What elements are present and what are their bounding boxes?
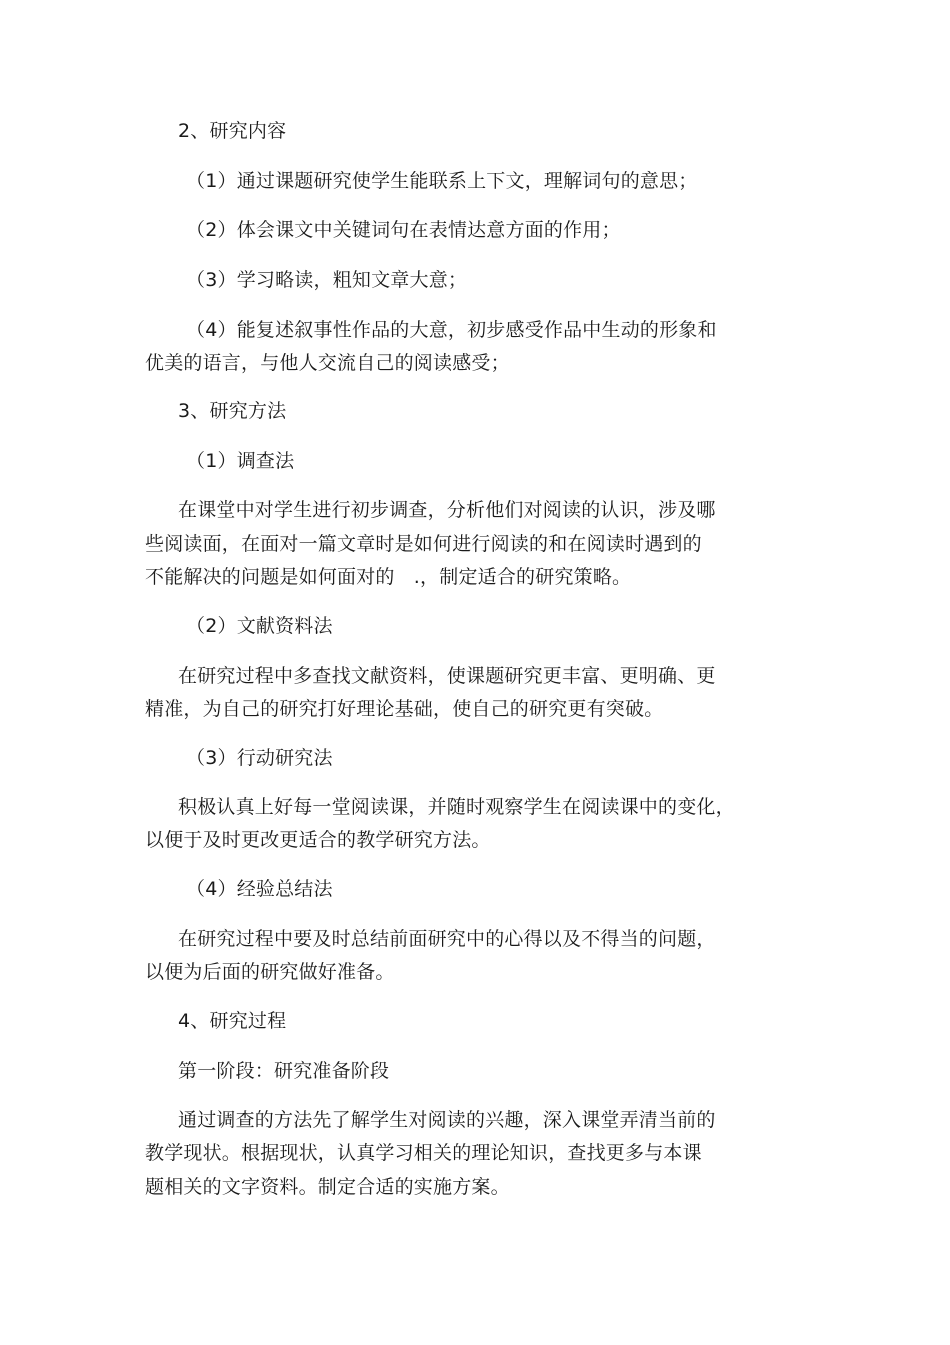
content-item-1: （1）通过课题研究使学生能联系上下文，理解词句的意思； [186,170,698,192]
content-item-4-line-2: 优美的语言，与他人交流自己的阅读感受； [145,352,510,374]
method-2-paragraph-line-2: 精准，为自己的研究打好理论基础，使自己的研究更有突破。 [145,698,664,720]
method-2-paragraph-line-1: 在研究过程中多查找文献资料，使课题研究更丰富、更明确、更 [178,665,716,687]
content-item-3: （3）学习略读，粗知文章大意； [186,269,468,291]
heading-research-methods: 3、研究方法 [178,400,287,422]
heading-research-content: 2、研究内容 [178,120,287,142]
stage-1-title: 第一阶段：研究准备阶段 [178,1060,390,1082]
method-3-paragraph-line-1: 积极认真上好每一堂阅读课，并随时观察学生在阅读课中的变化， [178,796,735,818]
method-1-title: （1）调查法 [186,450,295,472]
stage-1-paragraph-line-1: 通过调查的方法先了解学生对阅读的兴趣，深入课堂弄清当前的 [178,1109,716,1131]
method-2-title: （2）文献资料法 [186,615,333,637]
content-item-2: （2）体会课文中关键词句在表情达意方面的作用； [186,219,621,241]
stage-1-paragraph-line-2: 教学现状。根据现状，认真学习相关的理论知识，查找更多与本课 [145,1142,702,1164]
method-4-title: （4）经验总结法 [186,878,333,900]
heading-research-process: 4、研究过程 [178,1010,287,1032]
stage-1-paragraph-line-3: 题相关的文字资料。制定合适的实施方案。 [145,1176,510,1198]
method-3-title: （3）行动研究法 [186,747,333,769]
method-3-paragraph-line-2: 以便于及时更改更适合的教学研究方法。 [145,829,491,851]
method-4-paragraph-line-1: 在研究过程中要及时总结前面研究中的心得以及不得当的问题， [178,928,716,950]
method-4-paragraph-line-2: 以便为后面的研究做好准备。 [145,961,395,983]
method-1-paragraph-line-3: 不能解决的问题是如何面对的 .，制定适合的研究策略。 [145,566,632,588]
content-item-4-line-1: （4）能复述叙事性作品的大意，初步感受作品中生动的形象和 [186,319,717,341]
method-1-paragraph-line-2: 些阅读面，在面对一篇文章时是如何进行阅读的和在阅读时遇到的 [145,533,702,555]
method-1-paragraph-line-1: 在课堂中对学生进行初步调查，分析他们对阅读的认识，涉及哪 [178,499,716,521]
